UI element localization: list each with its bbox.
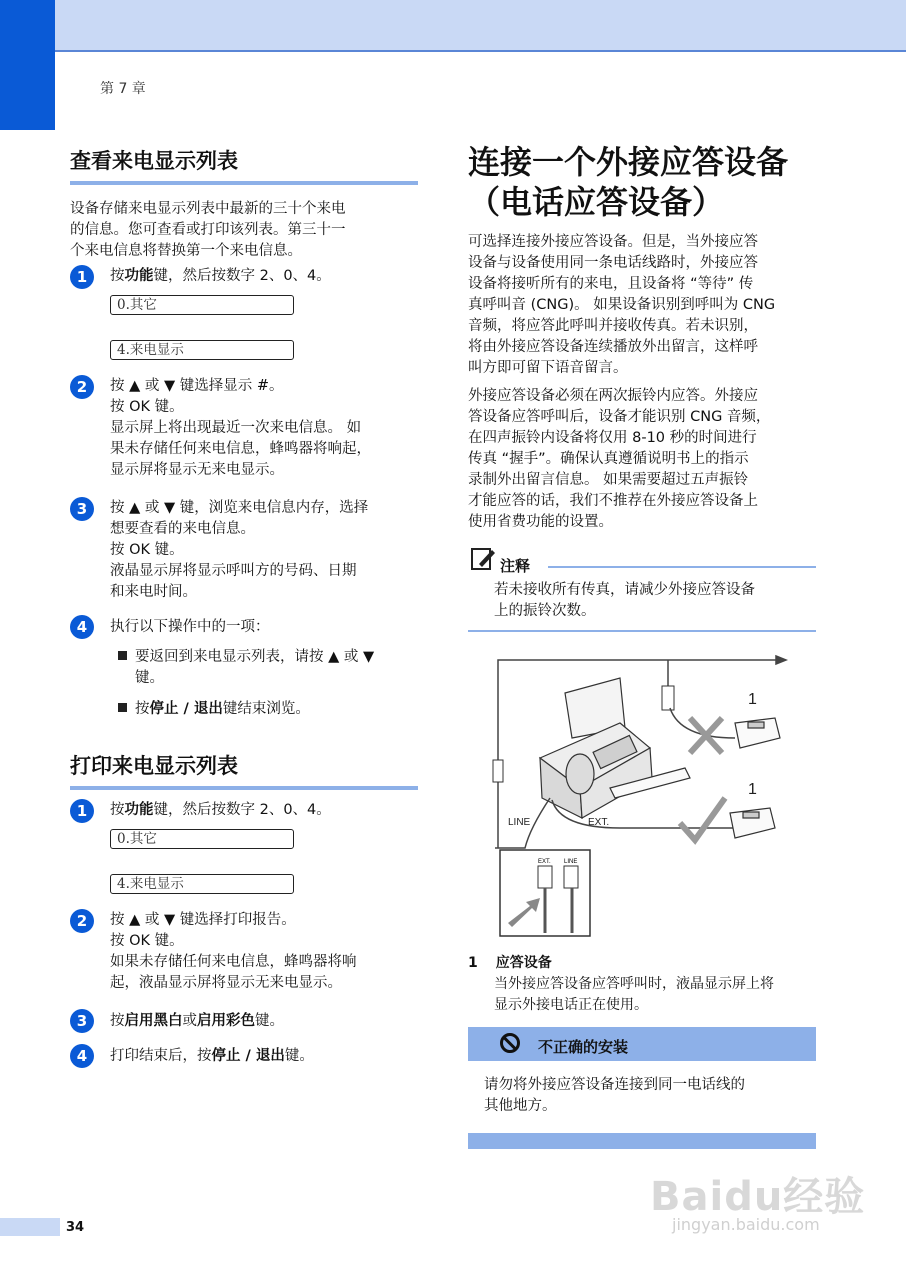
text: 按: [110, 268, 125, 284]
text: 。: [634, 997, 648, 1013]
lcd-display: 4.来电显示: [110, 874, 294, 894]
warning-title: 不正确的安装: [538, 1038, 629, 1056]
title-underline: [70, 181, 418, 185]
note-rule: [548, 566, 816, 568]
text: 音频，将应答此呼叫并接收传真。若未识别，: [468, 318, 758, 334]
title-line: 连接一个外接应答设备: [468, 143, 789, 181]
step-text: [110, 266, 420, 287]
step-text: [110, 498, 420, 603]
text: 当外接应答设备应答呼叫时，液晶显示屏上将: [494, 976, 774, 992]
text: 。: [269, 462, 284, 478]
text: 才能应答的话，我们不推荐在外接应答设备上: [468, 493, 758, 509]
sec1-steps: [70, 265, 420, 725]
text: 设备与设备使用同一条电话线路时，外接应答: [468, 255, 758, 271]
text: 请勿将外接应答设备连接到同一电话线的: [484, 1077, 745, 1093]
step-number: 3: [70, 497, 94, 521]
text: 起，液晶显示屏将显示: [110, 975, 255, 991]
text: 显示: [494, 997, 522, 1013]
text: 键。: [284, 1048, 314, 1064]
ext-port-label: EXT.: [588, 817, 610, 828]
text: 键结束浏览。: [222, 701, 310, 717]
answering-machine-icon: [730, 718, 780, 838]
step-text: [110, 910, 420, 994]
cross-mark-icon: [690, 718, 722, 753]
step-text: [110, 1046, 420, 1067]
chapter-label: 第 7 章: [100, 81, 146, 97]
check-mark-icon: [680, 798, 725, 840]
text: 要返回到来电显示列表，请按 ▲ 或 ▼: [135, 649, 375, 665]
step-number: 4: [70, 615, 94, 639]
jack-label: EXT.: [538, 859, 551, 865]
callout-label: 1: [748, 691, 757, 708]
text: 按 ▲ 或 ▼ 键选择: [110, 912, 224, 928]
text: 和来电时间。: [110, 584, 197, 600]
connection-diagram: [490, 648, 790, 938]
key-name: 停止 / 退出: [211, 1048, 285, 1064]
step-number: 1: [70, 265, 94, 289]
key-name: 功能: [124, 268, 154, 284]
text: 使用省费功能的设置。: [468, 514, 613, 530]
text: 或: [182, 1013, 197, 1029]
lcd-display: 0.其它: [110, 295, 294, 315]
figure-legend: [468, 953, 818, 1016]
text: 如果未存储任何来电信息，蜂鸣器将响: [110, 954, 357, 970]
text: 按 ▲ 或 ▼ 键选择: [110, 378, 224, 394]
text: 按: [110, 802, 125, 818]
step-number: 2: [70, 909, 94, 933]
intro-line: 的信息。您可查看或打印该列表。第三十一: [70, 222, 346, 238]
text: 上的振铃次数。: [494, 603, 596, 619]
section-title-main: [468, 142, 788, 222]
step-text: 执行以下操作中的一项：: [110, 619, 270, 635]
text: 键，然后按数字 2、0、4。: [153, 268, 331, 284]
section-title: 打印来电显示列表: [70, 754, 238, 778]
text: 按 OK 键。: [110, 399, 184, 415]
bullet-item: [118, 699, 418, 720]
text: 键，然后按数字 2、0、4。: [153, 802, 331, 818]
key-name: 功能: [124, 802, 154, 818]
note-text: [494, 580, 814, 622]
text: 将由外接应答设备连续播放外出留言，这样呼: [468, 339, 758, 355]
section-view-caller-id: [70, 145, 418, 262]
text: 在四声振铃内设备将仅用 8-10 秒的时间进行: [468, 430, 757, 446]
text: 按 ▲ 或 ▼ 键，浏览来电信息内存，选择: [110, 500, 369, 516]
warning-bottom-band: [468, 1133, 816, 1149]
text: 想要查看的来电信息。: [110, 521, 255, 537]
text: 。: [327, 975, 342, 991]
text: 可选择连接外接应答设备。但是，当外接应答: [468, 234, 758, 250]
bullet-square-icon: [118, 703, 127, 712]
text: 按: [110, 1013, 125, 1029]
title-line: （电话应答设备）: [468, 183, 725, 221]
text: 其他地方。: [484, 1098, 557, 1114]
text: 。: [281, 912, 296, 928]
step-number: 4: [70, 1044, 94, 1068]
text: 设备将接听所有的来电，且设备将 “等待” 传: [468, 276, 754, 292]
lcd-term: 显示 #。: [223, 378, 284, 394]
intro-paragraph: [70, 199, 418, 262]
text: 键。: [135, 670, 164, 686]
page-number: 34: [66, 1220, 85, 1235]
step-text: [110, 1011, 420, 1032]
key-name: 启用彩色: [197, 1013, 255, 1029]
text: 真呼叫音 (CNG)。 如果设备识别到呼叫为 CNG: [468, 297, 776, 313]
callout-label: 1: [748, 781, 757, 798]
watermark-logo: Baidu经验: [650, 1174, 866, 1220]
text: 按 OK 键。: [110, 933, 184, 949]
lcd-display: 4.来电显示: [110, 340, 294, 360]
intro-line: 设备存储来电显示列表中最新的三十个来电: [70, 201, 346, 217]
step-text: [110, 376, 420, 481]
bullet-item: [118, 647, 418, 689]
top-header-band: [0, 0, 906, 52]
watermark-url: jingyan.baidu.com: [672, 1215, 820, 1234]
step-number: 2: [70, 375, 94, 399]
text: 若未接收所有传真，请减少外接应答设备: [494, 582, 755, 598]
paragraph-2: [468, 386, 818, 533]
lcd-term: 无来电显示: [255, 975, 328, 991]
intro-line: 个来电信息将替换第一个来电信息。: [70, 243, 302, 259]
title-underline: [70, 786, 418, 790]
section-title: 查看来电显示列表: [70, 149, 238, 173]
text: 打印结束后，按: [110, 1048, 212, 1064]
step-number: 1: [70, 799, 94, 823]
text: 键。: [255, 1013, 284, 1029]
jack-label: LINE: [564, 859, 578, 865]
page-number-band: [0, 1218, 60, 1236]
lcd-term: 无来电显示: [197, 462, 270, 478]
text: 按: [135, 701, 150, 717]
text: 显示屏上将出现最近一次来电信息。 如: [110, 420, 362, 436]
warning-header-band: [468, 1027, 816, 1061]
section-print-caller-id: [70, 750, 418, 790]
jack-closeup-inset: [500, 850, 590, 936]
legend-number: 1: [468, 955, 478, 971]
legend-title: 应答设备: [495, 955, 552, 971]
lcd-term: 外接电话正在使用: [522, 997, 634, 1013]
step-text: [110, 800, 420, 821]
text: 显示屏将显示: [110, 462, 197, 478]
line-port-label: LINE: [508, 817, 531, 828]
note-pencil-icon: [470, 546, 498, 572]
prohibited-icon: [500, 1033, 520, 1053]
text: 按 OK 键。: [110, 542, 184, 558]
warning-text: [484, 1075, 810, 1117]
text: 录制外出留言信息。 如果需要超过五声振铃: [468, 472, 749, 488]
lcd-term: 打印报告: [223, 912, 282, 928]
text: 果未存储任何来电信息，蜂鸣器将响起，: [110, 441, 371, 457]
bullet-square-icon: [118, 651, 127, 660]
lcd-display: 0.其它: [110, 829, 294, 849]
text: 液晶显示屏将显示呼叫方的号码、日期: [110, 563, 357, 579]
step-number: 3: [70, 1009, 94, 1033]
text: 传真 “握手”。确保认真遵循说明书上的指示: [468, 451, 749, 467]
paragraph-1: [468, 232, 818, 379]
note-bottom-rule: [468, 630, 816, 632]
key-name: 启用黑白: [124, 1013, 183, 1029]
sec2-steps: [70, 799, 420, 1079]
text: 外接应答设备必须在两次振铃内应答。外接应: [468, 388, 758, 404]
key-name: 停止 / 退出: [149, 701, 223, 717]
note-title: 注释: [500, 557, 531, 575]
text: 答设备应答呼叫后，设备才能识别 CNG 音频，: [468, 409, 771, 425]
text: 叫方即可留下语音留言。: [468, 360, 628, 376]
chapter-tab: [0, 0, 55, 130]
